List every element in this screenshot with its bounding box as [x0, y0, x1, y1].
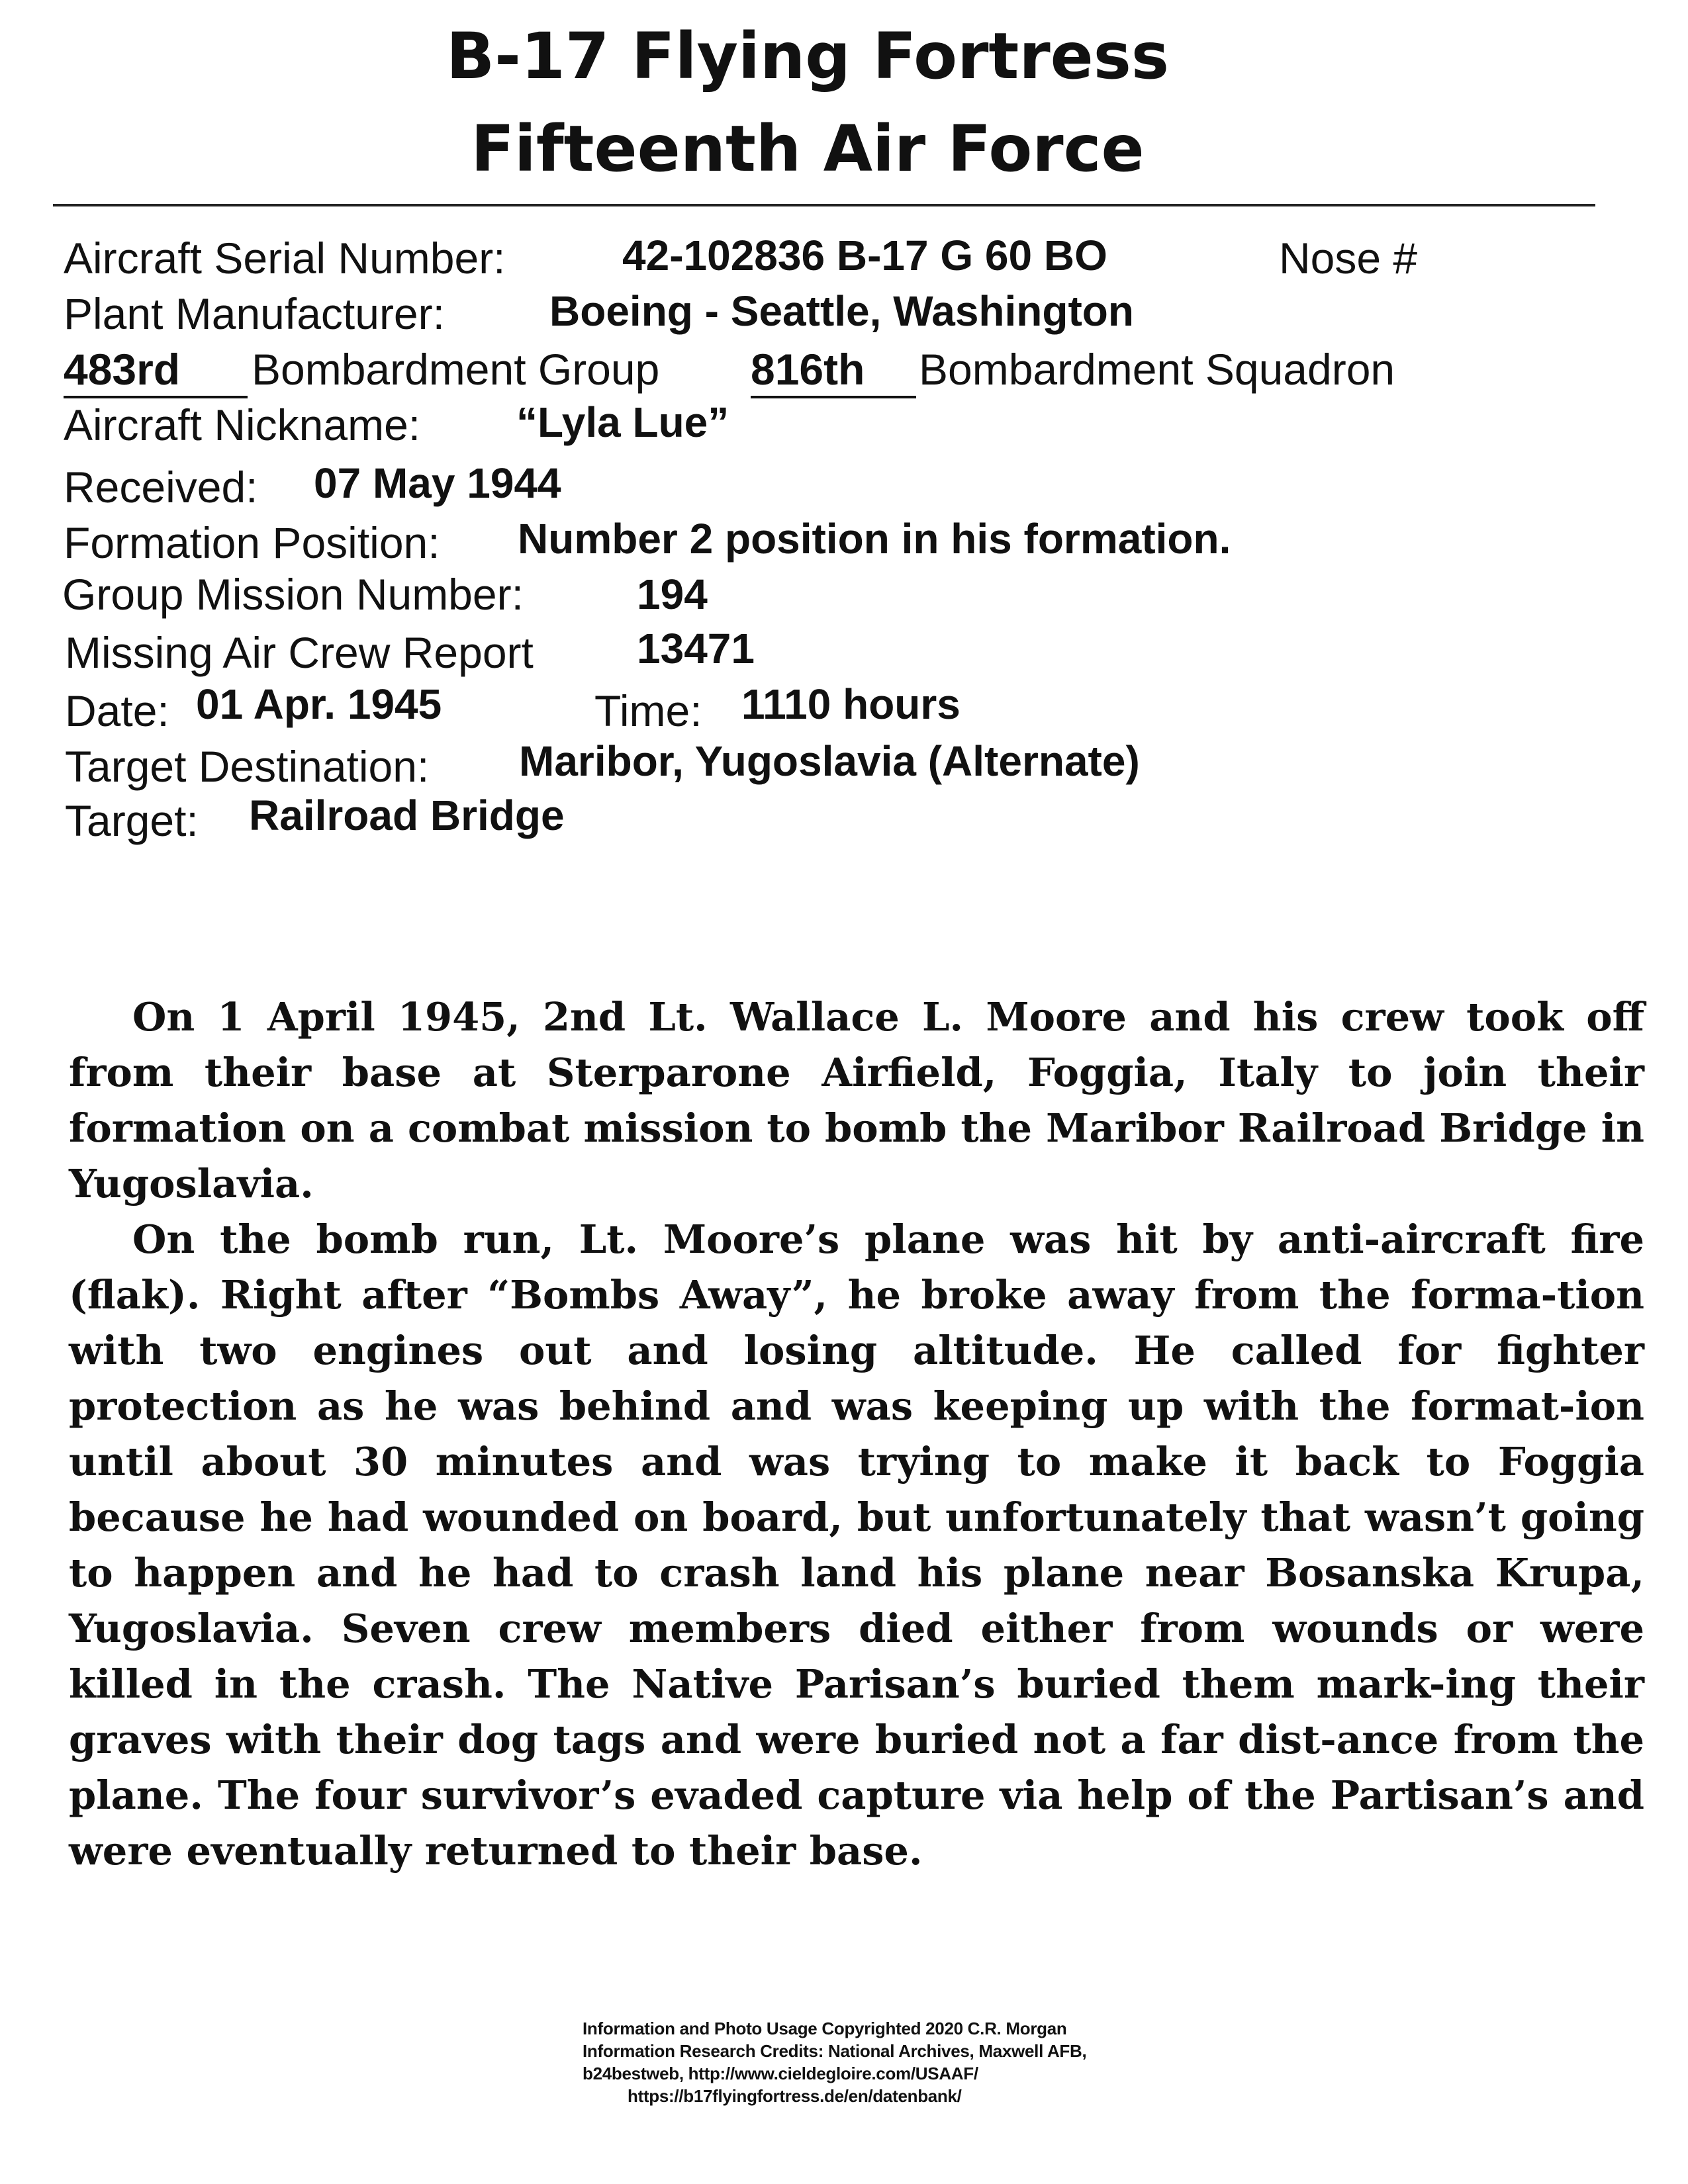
copyright-line: Information and Photo Usage Copyrighted 2020 C.R. Morgan: [583, 2019, 1067, 2038]
sources-line: b24bestweb, http://www.cieldegloire.com/USAAF/: [583, 2064, 978, 2083]
date-value: 01 Apr. 1945: [196, 680, 442, 728]
narrative-paragraph: On 1 April 1945, 2nd Lt. Wallace L. Moore and his crew took off from their base at Sterparone Airfield, Foggia, Italy to join their formation on a combat mission to bomb the Maribor Railroad Bridge in Yugoslavia.: [69, 994, 1644, 1206]
serial-value: 42-102836 B-17 G 60 BO: [622, 232, 1107, 279]
group-number: 483rd: [64, 343, 248, 398]
macr-value: 13471: [637, 625, 755, 672]
serial-label: Aircraft Serial Number:: [64, 234, 506, 283]
target-label: Target:: [65, 796, 199, 845]
research-credits-line: Information Research Credits: National Archives, Maxwell AFB,: [583, 2041, 1087, 2061]
narrative-paragraph: On the bomb run, Lt. Moore’s plane was hit by anti-aircraft fire (flak). Right after “Bombs Away”, he broke away from the forma-tion with two engines out and losing altitude. He called for fighter protection as he was behind and was keeping up with the format-ion until about 30 minutes and was trying to make it back to Foggia because he had wounded on board, but unfortunately that wasn’t going to happen and he had to crash land his plane near Bosanska Krupa, Yugoslavia. Seven crew members died either from wounds or were killed in the crash. The Native Parisan’s buried them mark-ing their graves with their dog tags and were buried not a far dist-ance from the plane. The four survivor’s evaded capture via help of the Partisan’s and were eventually returned to their base.: [69, 1216, 1644, 1874]
page-title: B-17 Flying Fortress: [445, 19, 1170, 93]
footer-credits: [583, 2017, 1086, 2107]
destination-label: Target Destination:: [65, 742, 430, 791]
nickname-label: Aircraft Nickname:: [64, 400, 421, 449]
date-label: Date:: [65, 686, 169, 735]
formation-label: Formation Position:: [64, 518, 440, 567]
target-value: Railroad Bridge: [249, 792, 565, 839]
manufacturer-label: Plant Manufacturer:: [64, 289, 445, 338]
mission-value: 194: [637, 570, 708, 618]
received-label: Received:: [64, 463, 258, 512]
time-label: Time:: [594, 686, 702, 735]
destination-value: Maribor, Yugoslavia (Alternate): [519, 737, 1140, 785]
macr-label: Missing Air Crew Report: [65, 628, 534, 677]
squadron-label: Bombardment Squadron: [919, 345, 1395, 394]
time-value: 1110 hours: [741, 680, 961, 728]
database-url-line: https://b17flyingfortress.de/en/datenbank/: [628, 2086, 962, 2106]
manufacturer-value: Boeing - Seattle, Washington: [549, 287, 1134, 335]
nickname-value: “Lyla Lue”: [516, 398, 729, 446]
received-value: 07 May 1944: [314, 459, 561, 507]
mission-label: Group Mission Number:: [62, 570, 524, 619]
formation-value: Number 2 position in his formation.: [518, 515, 1231, 563]
squadron-number: 816th: [751, 343, 916, 398]
title-divider: [53, 204, 1595, 206]
nose-label: Nose #: [1279, 234, 1418, 283]
page-subtitle: Fifteenth Air Force: [471, 112, 1145, 186]
group-label: Bombardment Group: [252, 345, 660, 394]
